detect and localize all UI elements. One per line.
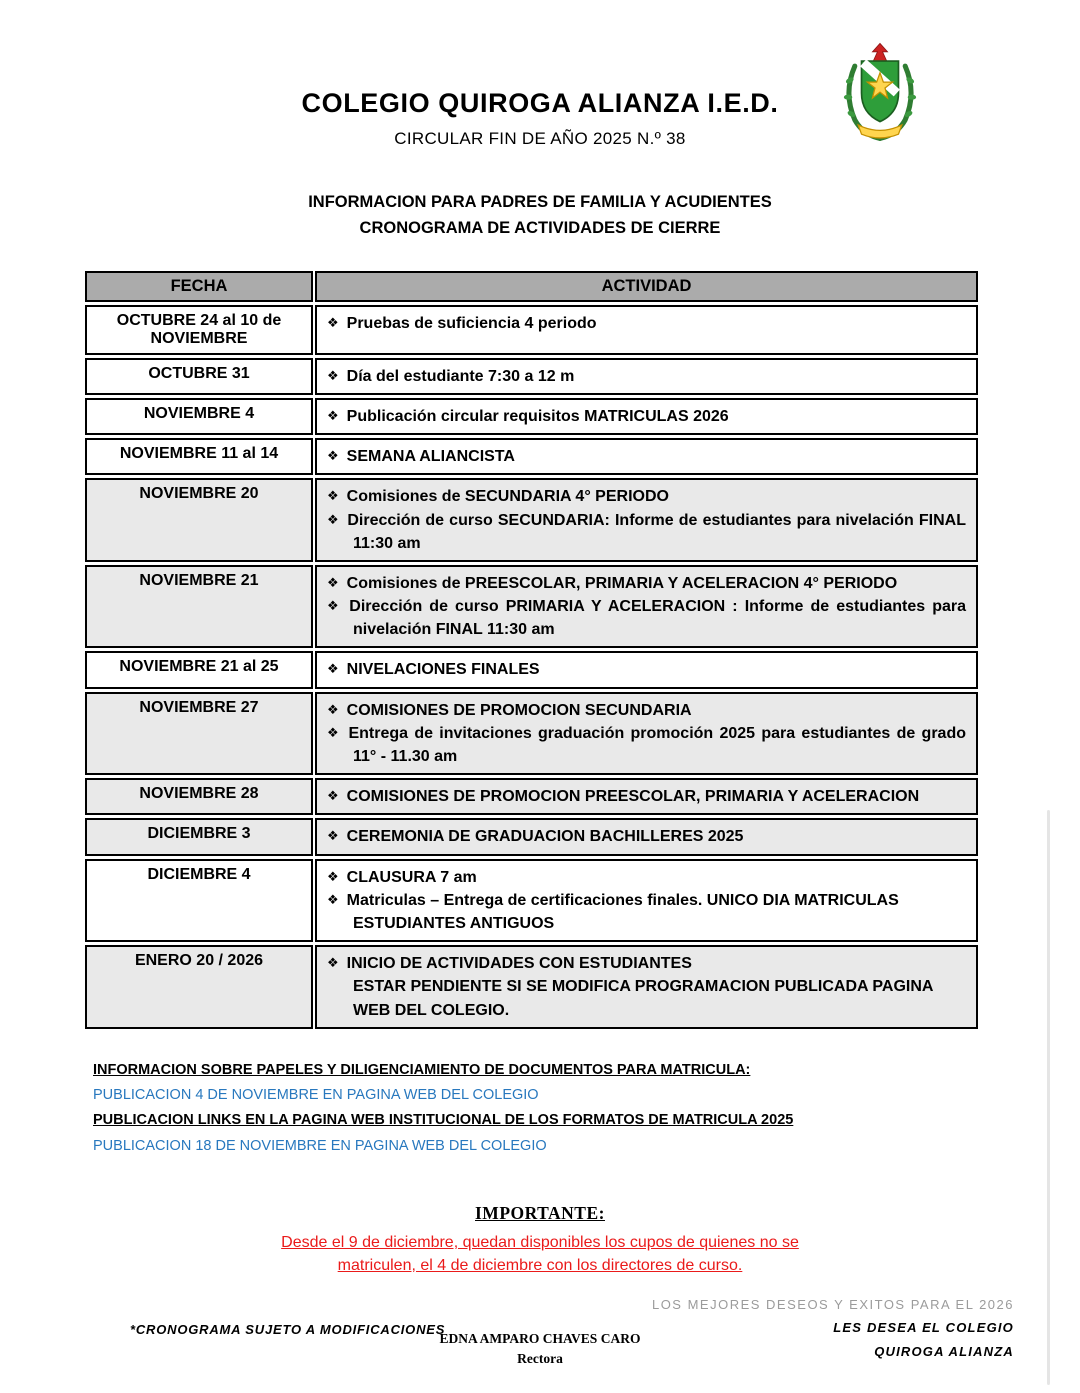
fecha-cell: OCTUBRE 24 al 10 de NOVIEMBRE — [85, 305, 313, 355]
diamond-bullet-icon: ❖ — [327, 955, 339, 971]
signature-role: Rectora — [517, 1350, 563, 1366]
matricula-links-heading: PUBLICACION LINKS EN LA PAGINA WEB INSTITUCIONAL DE LOS FORMATOS DE MATRICULA 2025 — [93, 1112, 794, 1129]
important-notice — [0, 1203, 1080, 1277]
matricula-publication-date-1: PUBLICACION 4 DE NOVIEMBRE EN PAGINA WEB DEL COLEGIO — [93, 1087, 539, 1104]
activity-item — [327, 445, 966, 468]
activity-item — [327, 975, 966, 1021]
table-header-row — [85, 271, 978, 302]
fecha-cell: NOVIEMBRE 21 al 25 — [85, 651, 313, 688]
activity-item — [327, 405, 966, 428]
table-row — [85, 651, 978, 688]
activity-text: SEMANA ALIANCISTA — [346, 448, 515, 466]
diamond-bullet-icon: ❖ — [327, 724, 341, 740]
fecha-cell: DICIEMBRE 4 — [85, 859, 313, 943]
fecha-cell: NOVIEMBRE 21 — [85, 565, 313, 649]
activity-text: Comisiones de SECUNDARIA 4° PERIODO — [346, 488, 669, 506]
fecha-cell: ENERO 20 / 2026 — [85, 945, 313, 1029]
heading-cronograma: CRONOGRAMA DE ACTIVIDADES DE CIERRE — [359, 219, 721, 238]
diamond-bullet-icon: ❖ — [327, 701, 339, 717]
document-header — [0, 0, 1080, 149]
activity-item — [327, 509, 966, 555]
matricula-info-section — [93, 1058, 1080, 1160]
table-row — [85, 438, 978, 475]
page-subtitle: CIRCULAR FIN DE AÑO 2025 N.º 38 — [394, 129, 686, 148]
signature-name: EDNA AMPARO CHAVES CARO — [439, 1331, 641, 1346]
footer-closing-line1: LES DESEA EL COLEGIO — [833, 1320, 1014, 1336]
fecha-cell: NOVIEMBRE 20 — [85, 478, 313, 562]
table-row — [85, 305, 978, 355]
activity-item — [327, 699, 966, 722]
school-crest-logo — [838, 42, 922, 144]
diamond-bullet-icon: ❖ — [327, 788, 339, 804]
table-row — [85, 478, 978, 562]
crest-icon — [838, 42, 922, 144]
activity-item — [327, 889, 966, 935]
diamond-bullet-icon: ❖ — [327, 511, 340, 527]
activity-text: CEREMONIA DE GRADUACION BACHILLERES 2025 — [346, 828, 744, 846]
diamond-bullet-icon: ❖ — [327, 488, 339, 504]
actividad-cell — [315, 818, 978, 855]
schedule-table — [83, 268, 980, 1032]
activity-item — [327, 595, 966, 641]
activity-text: Entrega de invitaciones graduación promoción 2025 para estudiantes de grado 11° - 11.30 am — [348, 724, 966, 766]
footer-note: *CRONOGRAMA SUJETO A MODIFICACIONES — [130, 1322, 446, 1337]
diamond-bullet-icon: ❖ — [327, 868, 339, 884]
activity-item — [327, 312, 966, 335]
fecha-cell: NOVIEMBRE 11 al 14 — [85, 438, 313, 475]
actividad-cell — [315, 692, 978, 776]
table-row — [85, 358, 978, 395]
important-text: Desde el 9 de diciembre, quedan disponibles los cupos de quienes no se matriculen, el 4 de diciembre con los directores de curso. — [281, 1234, 799, 1274]
activity-item — [327, 365, 966, 388]
fecha-cell: NOVIEMBRE 27 — [85, 692, 313, 776]
column-header-fecha: FECHA — [85, 271, 313, 302]
diamond-bullet-icon: ❖ — [327, 661, 339, 677]
matricula-publication-date-2: PUBLICACION 18 DE NOVIEMBRE EN PAGINA WEB DEL COLEGIO — [93, 1137, 547, 1154]
activity-item — [327, 658, 966, 681]
activity-item — [327, 952, 966, 975]
diamond-bullet-icon: ❖ — [327, 314, 339, 330]
activity-text: Matriculas – Entrega de certificaciones finales. UNICO DIA MATRICULAS ESTUDIANTES ANTIGUOS — [346, 891, 899, 932]
diamond-bullet-icon: ❖ — [327, 828, 339, 844]
footer-closing-block — [652, 1293, 1014, 1363]
activity-item — [327, 785, 966, 808]
activity-text: CLAUSURA 7 am — [346, 868, 477, 886]
activity-text: Publicación circular requisitos MATRICULAS 2026 — [346, 407, 729, 425]
actividad-cell — [315, 438, 978, 475]
table-row — [85, 692, 978, 776]
footer-wishes: LOS MEJORES DESEOS Y EXITOS PARA EL 2026 — [651, 1296, 1014, 1312]
actividad-cell — [315, 305, 978, 355]
activity-text: Día del estudiante 7:30 a 12 m — [346, 367, 575, 385]
activity-text: Dirección de curso SECUNDARIA: Informe de estudiantes para nivelación FINAL 11:30 am — [347, 511, 967, 552]
table-row — [85, 398, 978, 435]
activity-text: COMISIONES DE PROMOCION SECUNDARIA — [346, 701, 692, 719]
activity-text: Pruebas de suficiencia 4 periodo — [346, 314, 597, 332]
activity-text: COMISIONES DE PROMOCION PREESCOLAR, PRIMARIA Y ACELERACION — [346, 788, 920, 806]
diamond-bullet-icon: ❖ — [327, 891, 339, 907]
footer-closing-line2: QUIROGA ALIANZA — [874, 1343, 1014, 1359]
fecha-cell: NOVIEMBRE 28 — [85, 778, 313, 815]
table-row — [85, 778, 978, 815]
heading-audience: INFORMACION PARA PADRES DE FAMILIA Y ACUDIENTES — [308, 193, 772, 211]
diamond-bullet-icon: ❖ — [327, 574, 339, 590]
activity-item — [327, 825, 966, 848]
page-title: COLEGIO QUIROGA ALIANZA I.E.D. — [301, 88, 779, 118]
actividad-cell — [315, 651, 978, 688]
activity-text: ESTAR PENDIENTE SI SE MODIFICA PROGRAMACION PUBLICADA PAGINA WEB DEL COLEGIO. — [353, 978, 933, 1019]
table-row — [85, 859, 978, 943]
activity-text: Comisiones de PREESCOLAR, PRIMARIA Y ACELERACION 4° PERIODO — [346, 574, 898, 592]
actividad-cell — [315, 945, 978, 1029]
activity-text: Dirección de curso PRIMARIA Y ACELERACION : Informe de estudiantes para nivelación FINAL 11:30 am — [349, 598, 967, 639]
column-header-actividad: ACTIVIDAD — [315, 271, 978, 302]
diamond-bullet-icon: ❖ — [327, 598, 342, 614]
matricula-info-heading: INFORMACION SOBRE PAPELES Y DILIGENCIAMIENTO DE DOCUMENTOS PARA MATRICULA: — [93, 1061, 751, 1078]
actividad-cell — [315, 778, 978, 815]
activity-item — [327, 572, 966, 595]
table-row — [85, 565, 978, 649]
activity-text: INICIO DE ACTIVIDADES CON ESTUDIANTES — [346, 955, 692, 973]
actividad-cell — [315, 565, 978, 649]
actividad-cell — [315, 478, 978, 562]
table-row — [85, 945, 978, 1029]
diamond-bullet-icon: ❖ — [327, 407, 339, 423]
circular-headings — [0, 189, 1080, 242]
important-title: IMPORTANTE: — [475, 1203, 605, 1224]
activity-item — [327, 866, 966, 889]
activity-item — [327, 485, 966, 508]
fecha-cell: NOVIEMBRE 4 — [85, 398, 313, 435]
activity-item — [327, 722, 966, 768]
actividad-cell — [315, 859, 978, 943]
table-row — [85, 818, 978, 855]
actividad-cell — [315, 358, 978, 395]
fecha-cell: OCTUBRE 31 — [85, 358, 313, 395]
actividad-cell — [315, 398, 978, 435]
fecha-cell: DICIEMBRE 3 — [85, 818, 313, 855]
diamond-bullet-icon: ❖ — [327, 367, 339, 383]
activity-text: NIVELACIONES FINALES — [346, 661, 540, 679]
diamond-bullet-icon: ❖ — [327, 448, 339, 464]
